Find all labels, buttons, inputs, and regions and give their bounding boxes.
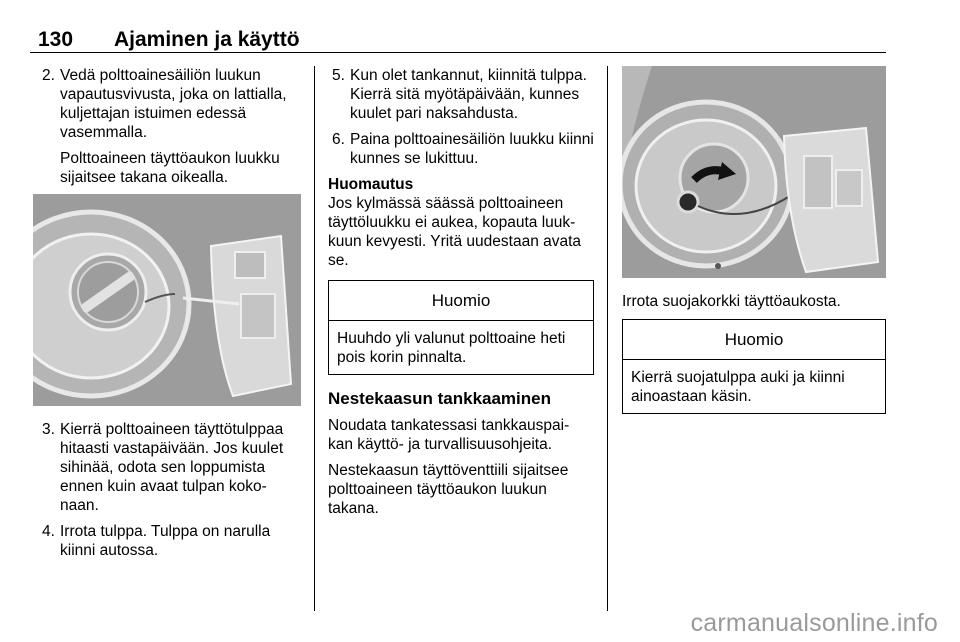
column-middle bbox=[328, 66, 594, 525]
caution-box-right bbox=[622, 319, 886, 414]
section-heading: Nestekaasun tankkaaminen bbox=[328, 389, 551, 408]
fuel-door-illustration bbox=[33, 194, 301, 406]
step-3 bbox=[38, 420, 300, 515]
caution-title: Huomio bbox=[329, 281, 593, 321]
column-left bbox=[38, 66, 300, 567]
step-2-number: 2. bbox=[42, 67, 55, 84]
step-4-text: Irrota tulppa. Tulppa on narulla kiinni autossa. bbox=[60, 523, 271, 559]
page-header bbox=[30, 26, 886, 53]
step-3-number: 3. bbox=[42, 421, 55, 438]
step-6-number: 6. bbox=[332, 131, 345, 148]
section-paragraph-2: Nestekaasun täyttöventtiili sijaitsee polttoaineen täyttöaukon luukun takana. bbox=[328, 462, 569, 517]
column-divider bbox=[607, 66, 608, 611]
step-3-text: Kierrä polttoaineen täyttötulppaa hitaasti vastapäivään. Jos kuulet sihinää, odota sen loppumista ennen kuin avaat tulpan koko-naan. bbox=[60, 421, 284, 514]
caution-text: Huuhdo yli valunut polttoaine heti pois korin pinnalta. bbox=[337, 330, 566, 366]
column-divider bbox=[314, 66, 315, 611]
step-4 bbox=[38, 522, 300, 560]
note-text: Jos kylmässä säässä polttoaineen täyttöluukku ei aukea, kopauta luuk-kuun kevyesti. Yritä uudestaan avata se. bbox=[328, 195, 582, 269]
step-2-text: Vedä polttoainesäiliön luukun vapautusvivusta, joka on lattialla, kuljettajan istuimen edessä vasemmalla. bbox=[60, 67, 287, 141]
step-5-text: Kun olet tankannut, kiinnitä tulppa. Kierrä sitä myötäpäivään, kunnes kuulet pari naksahdusta. bbox=[350, 67, 587, 122]
illustration-caption: Irrota suojakorkki täyttöaukosta. bbox=[622, 293, 841, 310]
page-title: Ajaminen ja käyttö bbox=[114, 28, 300, 51]
caution-text-right: Kierrä suojatulppa auki ja kiinni ainoastaan käsin. bbox=[631, 369, 845, 405]
step-5 bbox=[328, 66, 594, 123]
section-paragraph-1: Noudata tankatessasi tankkauspai-kan käyttö- ja turvallisuusohjeita. bbox=[328, 417, 570, 453]
note-title: Huomautus bbox=[328, 176, 414, 193]
step-6 bbox=[328, 130, 594, 168]
step-5-number: 5. bbox=[332, 67, 345, 84]
step-2 bbox=[38, 66, 300, 142]
caution-box bbox=[328, 280, 594, 375]
step-6-text: Paina polttoainesäiliön luukku kiinni kunnes se lukittuu. bbox=[350, 131, 594, 167]
step-2-note: Polttoaineen täyttöaukon luukku sijaitsee takana oikealla. bbox=[60, 150, 280, 186]
column-right bbox=[622, 66, 886, 414]
step-4-number: 4. bbox=[42, 523, 55, 540]
watermark: carmanualsonline.info bbox=[690, 609, 938, 637]
filler-cap-illustration bbox=[622, 66, 886, 278]
page-number: 130 bbox=[38, 28, 74, 51]
caution-title-right: Huomio bbox=[623, 320, 885, 360]
